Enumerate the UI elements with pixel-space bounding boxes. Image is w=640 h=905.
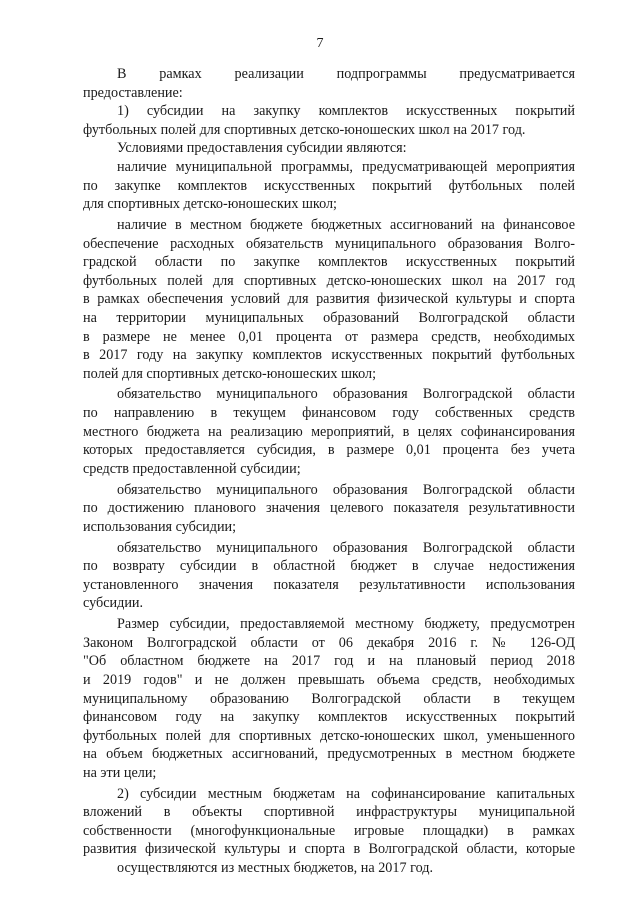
- text-line: в размере не менее 0,01 процента от размера средств, необходимых: [83, 328, 575, 345]
- text-line: обязательство муниципального образования Волгоградской области: [117, 386, 575, 403]
- text-line: муниципальному образованию Волгоградской области в текущем: [83, 690, 575, 707]
- text-line: которых предоставляется субсидия, в размере 0,01 процента без учета: [83, 442, 575, 459]
- text-line: по закупке комплектов искусственных покрытий футбольных полей: [83, 177, 575, 194]
- text-line: по направлению в текущем финансовом году собственных средств: [83, 405, 575, 422]
- text-line: средств предоставленной субсидии;: [83, 460, 301, 477]
- text-line: субсидии.: [83, 595, 144, 612]
- text-line: "Об областном бюджете на 2017 год и на плановый период 2018: [83, 653, 575, 670]
- text-line: 2) субсидии местным бюджетам на софинансирование капитальных: [117, 785, 575, 802]
- text-line: наличие в местном бюджете бюджетных ассигнований на финансовое: [117, 216, 575, 233]
- text-line: и 2019 годов" и не должен превышать объема средств, необходимых: [83, 671, 575, 688]
- text-line: обеспечение расходных обязательств муниципального образования Волго-: [83, 235, 575, 252]
- text-line: в 2017 году на закупку комплектов искусственных покрытий футбольных: [83, 347, 575, 364]
- text-line: полей для спортивных детско-юношеских школ;: [83, 365, 377, 382]
- text-line: развития физической культуры и спорта в Волгоградской области, которые: [83, 841, 575, 858]
- text-line: градской области по закупке комплектов искусственных покрытий: [83, 254, 575, 271]
- text-line: финансовом году на закупку комплектов искусственных покрытий: [83, 709, 575, 726]
- text-line: В рамках реализации подпрограммы предусматривается: [117, 66, 575, 82]
- text-line: использования субсидии;: [83, 518, 237, 535]
- text-line: Условиями предоставления субсидии являются:: [117, 140, 407, 157]
- text-line: местного бюджета на реализацию мероприятий, в целях софинансирования: [83, 423, 575, 440]
- text-line: футбольных полей для спортивных детско-юношеских школ на 2017 год.: [83, 121, 526, 138]
- document-body: [83, 65, 575, 878]
- text-line: футбольных полей для спортивных детско-юношеских школ, уменьшенного: [83, 727, 575, 744]
- text-line: для спортивных детско-юношеских школ;: [83, 196, 338, 213]
- text-line: Размер субсидии, предоставляемой местному бюджету, предусмотрен: [117, 616, 575, 633]
- text-line: предоставление:: [83, 84, 183, 101]
- page-number: 7: [316, 36, 324, 51]
- text-line: по возврату субсидии в областной бюджет в случае недостижения: [83, 558, 575, 575]
- text-line: в рамках обеспечения условий для развития физической культуры и спорта: [83, 291, 575, 308]
- text-line: на территории муниципальных образований Волгоградской области: [83, 309, 575, 326]
- text-line: собственности (многофункциональные игровые площадки) в рамках: [83, 822, 575, 839]
- text-line: 1) субсидии на закупку комплектов искусственных покрытий: [117, 103, 575, 120]
- text-line: осуществляются из местных бюджетов, на 2017 год.: [117, 860, 434, 877]
- text-line: на объем бюджетных ассигнований, предусмотренных в местном бюджете: [83, 746, 575, 763]
- text-line: вложений в объекты спортивной инфраструктуры муниципальной: [83, 804, 575, 821]
- text-line: Законом Волгоградской области от 06 декабря 2016 г. № 126-ОД: [83, 634, 575, 651]
- text-line: наличие муниципальной программы, предусматривающей мероприятия: [117, 158, 575, 175]
- text-line: обязательство муниципального образования Волгоградской области: [117, 539, 575, 556]
- text-line: по достижению планового значения целевого показателя результативности: [83, 500, 575, 517]
- text-line: установленного значения показателя результативности использования: [83, 576, 575, 593]
- text-line: обязательство муниципального образования Волгоградской области: [117, 481, 575, 498]
- text-line: на эти цели;: [83, 764, 157, 781]
- text-line: футбольных полей для спортивных детско-юношеских школ на 2017 год: [83, 272, 575, 289]
